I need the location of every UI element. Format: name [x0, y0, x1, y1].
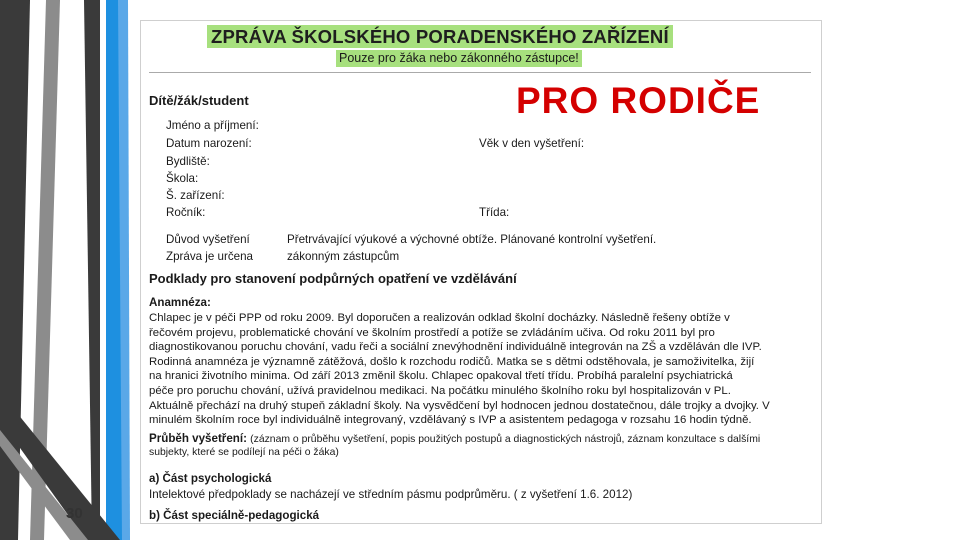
report-subtitle: Pouze pro žáka nebo zákonného zástupce! [336, 50, 582, 67]
field-residence-label: Bydliště: [166, 155, 210, 168]
anamnesis-line: diagnostikovanou poruchu chování, vadu řeči a sociální znevýhodnění individuálně integrován na ZŠ a vzděláván dle IVP. [149, 341, 762, 354]
parents-stamp: PRO RODIČE [516, 80, 761, 121]
section-support-heading: Podklady pro stanovení podpůrných opatření ve vzdělávání [149, 271, 517, 286]
field-age-label: Věk v den vyšetření: [479, 137, 585, 150]
anamnesis-line: Chlapec je v péči PPP od roku 2009. Byl doporučen a realizován odklad školní docházky. Následně řešeny obtíže v [149, 312, 730, 324]
part-a-text: Intelektové předpoklady se nacházejí ve středním pásmu podprůměru. ( z vyšetření 1.6. 2012) [149, 488, 633, 501]
course-heading: Průběh vyšetření: [149, 432, 247, 445]
field-name-label: Jméno a příjmení: [166, 119, 259, 132]
slide-number: 30 [66, 505, 83, 522]
section-child-heading: Dítě/žák/student [149, 93, 249, 108]
field-class-label: Třída: [479, 206, 510, 219]
field-facility-label: Š. zařízení: [166, 189, 225, 202]
anamnesis-heading: Anamnéza: [149, 296, 211, 309]
anamnesis-line: minulém školním roce byl individuálně integrovaný, vzdělávaný s IVP a asistentem pedagoga v rozsahu 16 hodin týdně. [149, 414, 752, 427]
field-dob-label: Datum narození: [166, 137, 252, 150]
anamnesis-line: řečovém projevu, problematické chování ve školním prostředí a potíže se zvládáním učiva. Od roku 2011 byl pro [149, 326, 715, 339]
anamnesis-line: péče pro poruchu chování, užívá pravidelnou medikaci. Na počátku minulého školního roku byl hospitalizován v PL. [149, 384, 731, 397]
anamnesis-line: na hranici životního minima. Od září 2013 změnil školu. Chlapec opakoval třetí třídu. Probíhá paralelní psychiatrická [149, 370, 733, 383]
recipient-label: Zpráva je určena [166, 250, 253, 263]
field-grade-label: Ročník: [166, 206, 206, 219]
course-note: (záznam o průběhu vyšetření, popis použitých postupů a diagnostických nástrojů, záznam konzultace s dalšími [250, 434, 761, 445]
anamnesis-line: Aktuálně přechází na druhý stupeň základní školy. Na vysvědčení byl hodnocen jednou dostatečnou, dále trojky a dvojky. V [149, 399, 770, 412]
recipient-value: zákonným zástupcům [287, 250, 400, 263]
course-note-continued: subjekty, které se podílejí na péči o žáka) [149, 447, 339, 458]
anamnesis-line: Rodinná anamnéza je významně zátěžová, došlo k rozchodu rodičů. Matka se s dětmi odstěhovala, je samoživitelka, žijí [149, 355, 755, 368]
decorative-stripes [0, 0, 160, 540]
anamnesis-paragraph [149, 311, 817, 428]
divider [149, 72, 811, 73]
reason-label: Důvod vyšetření [166, 233, 250, 246]
part-b-heading: b) Část speciálně-pedagogická [149, 509, 320, 522]
field-school-label: Škola: [166, 172, 199, 185]
reason-value: Přetrvávající výukové a výchovné obtíže. Plánované kontrolní vyšetření. [287, 233, 657, 246]
scanned-report [140, 20, 822, 524]
part-a-heading: a) Část psychologická [149, 472, 272, 485]
report-title: ZPRÁVA ŠKOLSKÉHO PORADENSKÉHO ZAŘÍZENÍ [207, 25, 673, 48]
